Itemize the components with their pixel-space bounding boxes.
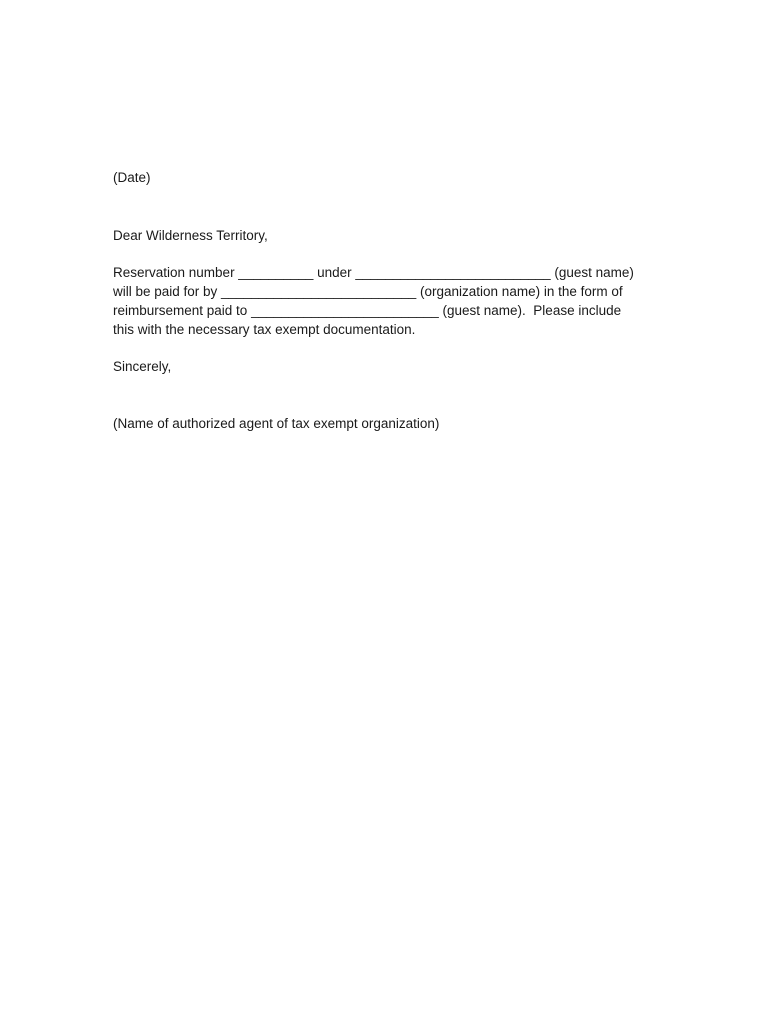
letter-body — [113, 168, 653, 433]
closing: Sincerely, — [113, 359, 172, 374]
salutation: Dear Wilderness Territory, — [113, 228, 268, 243]
body-paragraph — [113, 263, 653, 339]
body-line: reimbursement paid to _________________________ (guest name). Please include — [113, 303, 622, 318]
body-line: will be paid for by __________________________ (organization name) in the form of — [113, 284, 623, 299]
date-placeholder: (Date) — [113, 170, 151, 185]
signature-placeholder: (Name of authorized agent of tax exempt organization) — [113, 416, 440, 431]
body-line: Reservation number __________ under __________________________ (guest name) — [113, 265, 634, 280]
body-line: this with the necessary tax exempt documentation. — [113, 322, 416, 337]
